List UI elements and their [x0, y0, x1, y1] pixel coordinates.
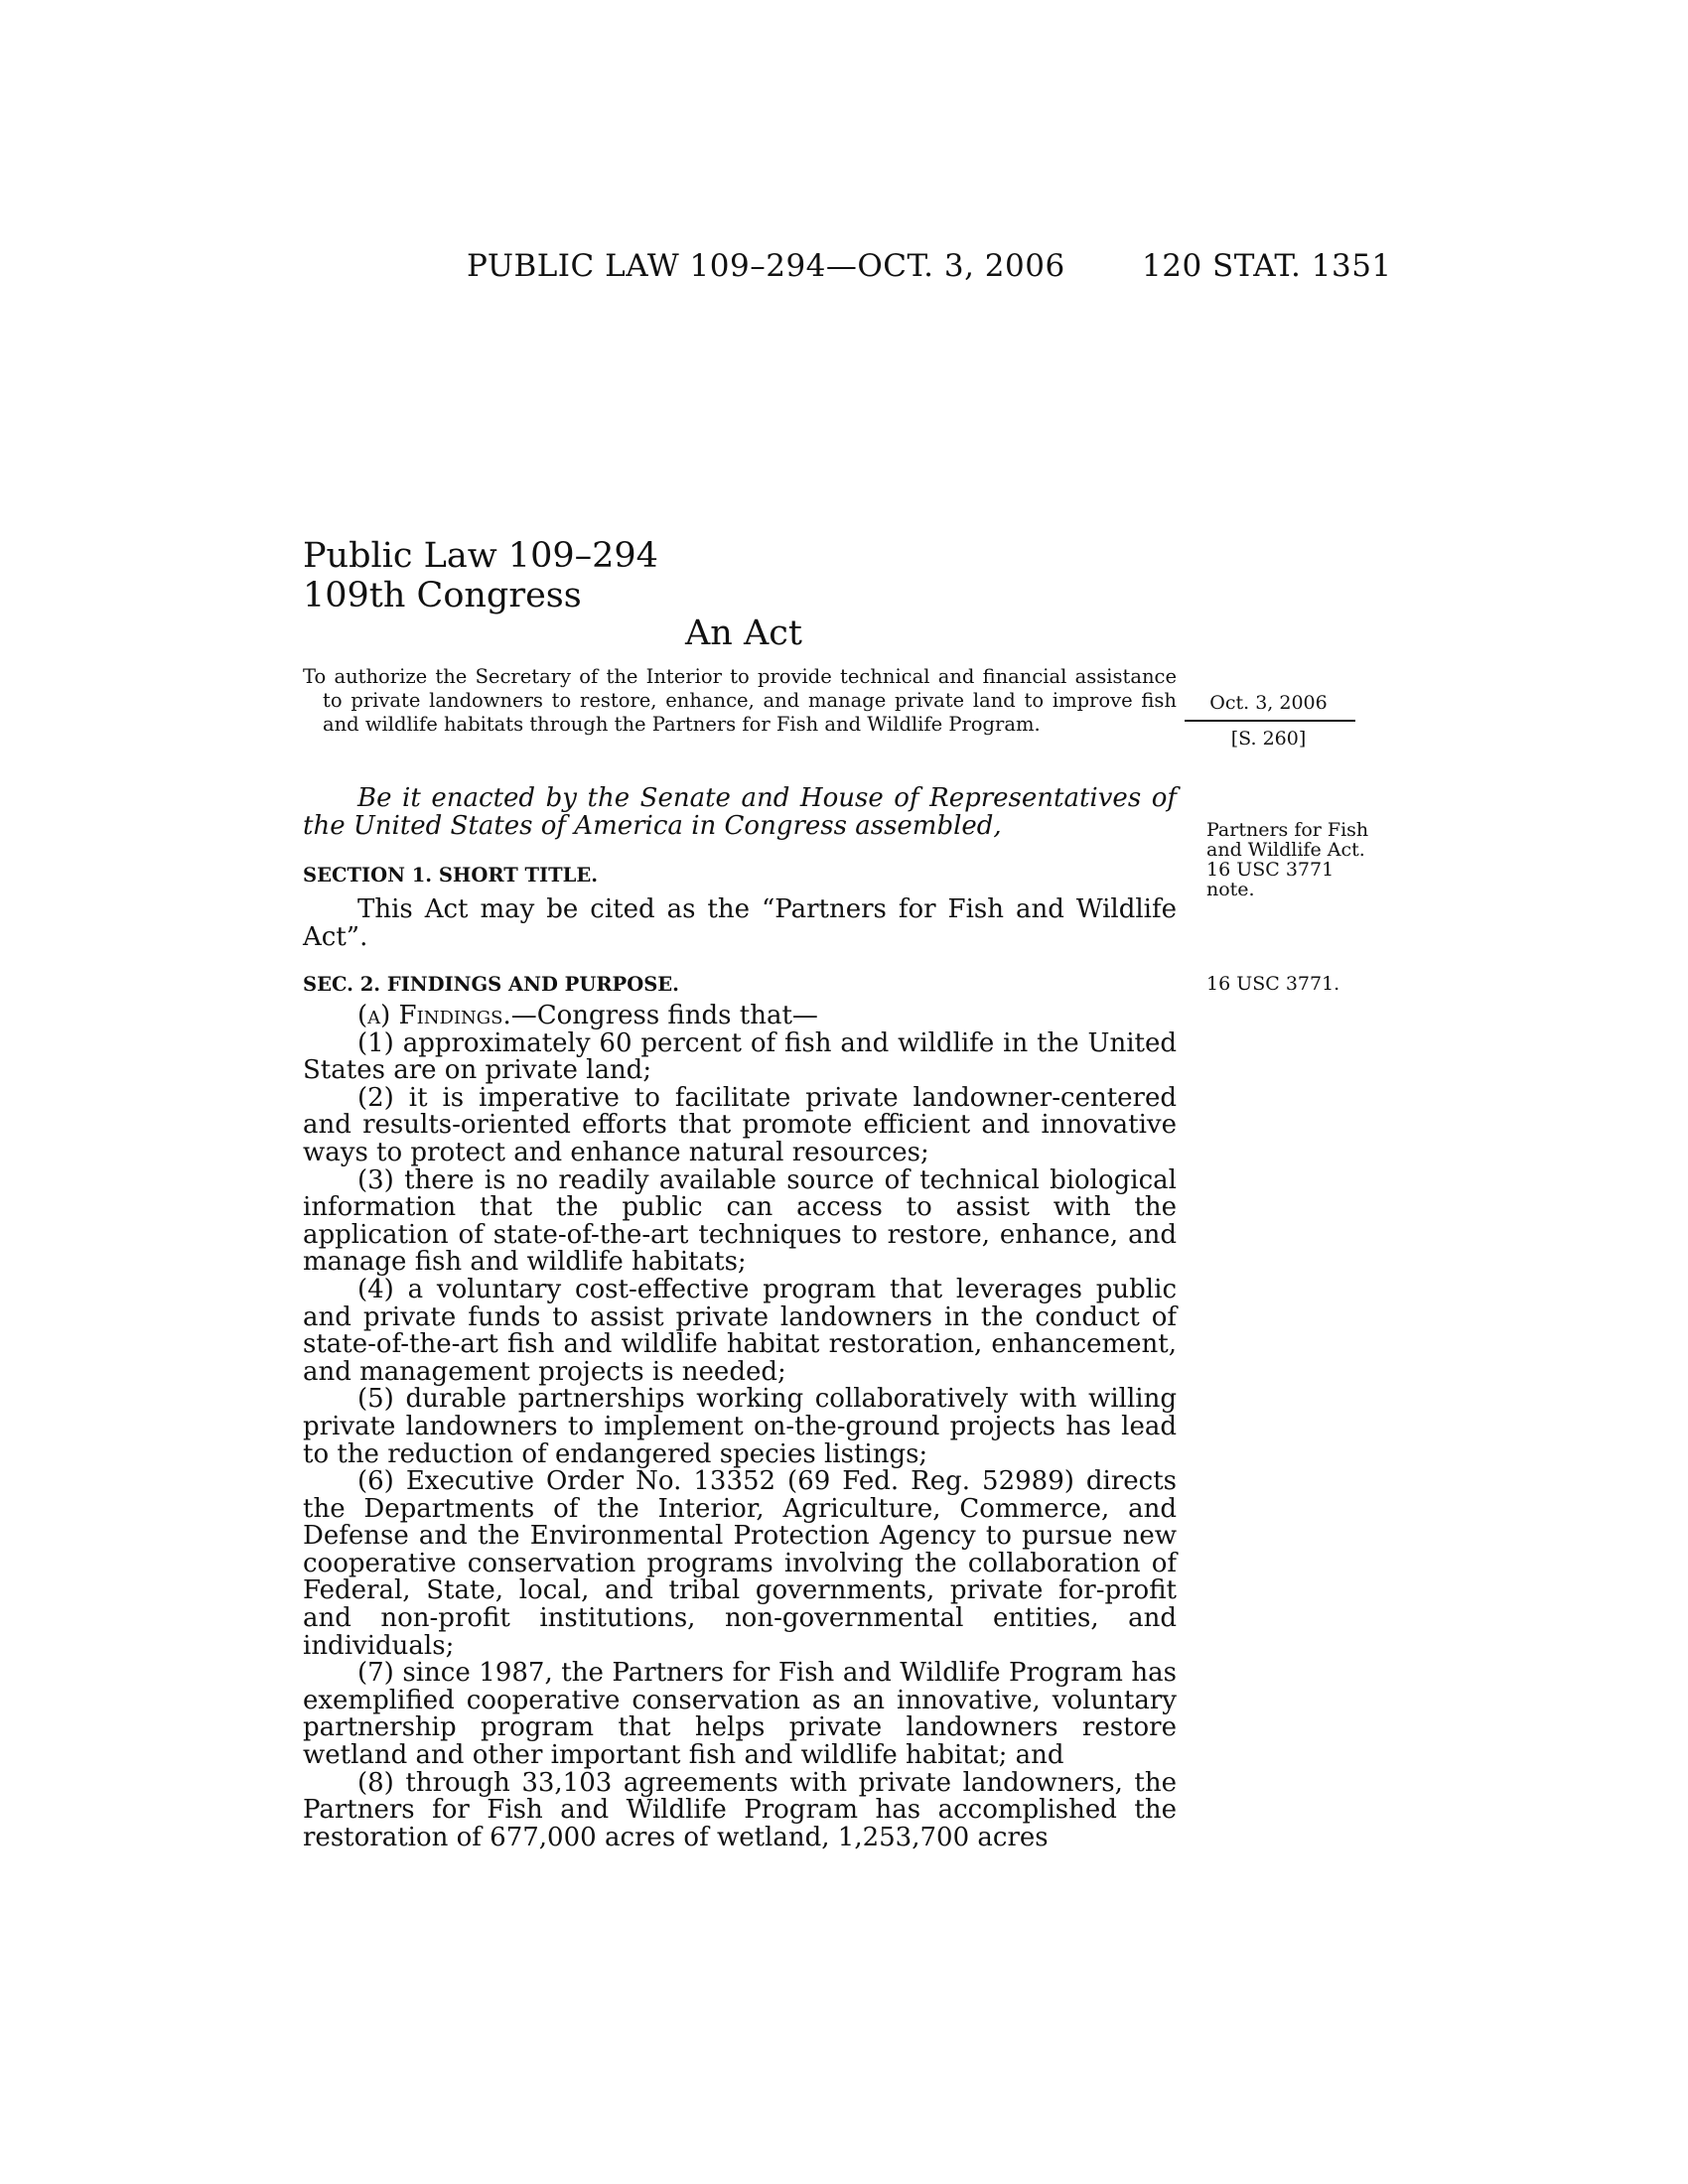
margin-note-short-title: Partners for Fish and Wildlife Act. 16 USC 3771 note.: [1206, 819, 1369, 900]
section-2-heading: SEC. 2. FINDINGS AND PURPOSE.: [303, 973, 679, 996]
finding-paragraph: (3) there is no readily available source of technical biological information that the public can access to assist with the application of state-of-the-art techniques to restore, enhance, and manage fish and wildlife habitats;: [303, 1164, 1177, 1278]
finding-paragraph: (1) approximately 60 percent of fish and wildlife in the United States are on private land;: [303, 1027, 1177, 1086]
finding-paragraph: (7) since 1987, the Partners for Fish and Wildlife Program has exemplified cooperative conservation as an innovative, voluntary partnership program that helps private landowners restore wetland and other important fish and wildlife habitat; and: [303, 1658, 1177, 1771]
subsection-lead: —Congress finds that—: [510, 1001, 818, 1030]
subsection-label: (a) Findings.: [357, 1001, 511, 1030]
running-header: PUBLIC LAW 109–294—OCT. 3, 2006: [467, 248, 1065, 284]
margin-bill-number: [S. 260]: [1230, 728, 1307, 750]
finding-paragraph: (8) through 33,103 agreements with private landowners, the Partners for Fish and Wildlife Program has accomplished the restoration of 677,000 acres of wetland, 1,253,700 acres: [303, 1767, 1177, 1852]
enacting-clause: Be it enacted by the Senate and House of Representatives of the United States of America in Congress assembled,: [303, 783, 1177, 841]
finding-paragraph: (5) durable partnerships working collaboratively with willing private landowners to implement on-the-ground projects has lead to the reduction of endangered species listings;: [303, 1384, 1177, 1469]
finding-paragraph: (4) a voluntary cost-effective program that leverages public and private funds to assist private landowners in the conduct of state-of-the-art fish and wildlife habitat restoration, enhancement, and management projects is needed;: [303, 1274, 1177, 1387]
margin-note-findings: 16 USC 3771.: [1206, 973, 1340, 995]
page-number: 120 STAT. 1351: [1142, 248, 1392, 284]
finding-paragraph: (6) Executive Order No. 13352 (69 Fed. Reg. 52989) directs the Departments of the Interior, Agriculture, Commerce, and Defense and the Environmental Protection Agency to pursue new cooperative conservation programs involving the collaboration of Federal, State, local, and tribal governments, private for-profit and non-profit institutions, non-governmental entities, and individuals;: [303, 1466, 1177, 1661]
section-1-heading: SECTION 1. SHORT TITLE.: [303, 864, 599, 887]
margin-divider: [1185, 720, 1355, 722]
public-law-number: Public Law 109–294: [303, 536, 658, 576]
act-heading: An Act: [685, 614, 802, 653]
section-1-text: This Act may be cited as the “Partners for Fish and Wildlife Act”.: [303, 894, 1177, 952]
finding-paragraph: (2) it is imperative to facilitate private landowner-centered and results-oriented efforts that promote efficient and innovative ways to protect and enhance natural resources;: [303, 1082, 1177, 1167]
congress-number: 109th Congress: [303, 576, 582, 615]
section-2-body: [303, 1003, 1177, 1851]
margin-date: Oct. 3, 2006: [1209, 692, 1328, 714]
subsection-a: [303, 1003, 1177, 1030]
act-purpose: To authorize the Secretary of the Interior to provide technical and financial assistance to private landowners to restore, enhance, and manage private land to improve fish and wildlife habitats through the Partners for Fish and Wildlife Program.: [303, 665, 1177, 736]
